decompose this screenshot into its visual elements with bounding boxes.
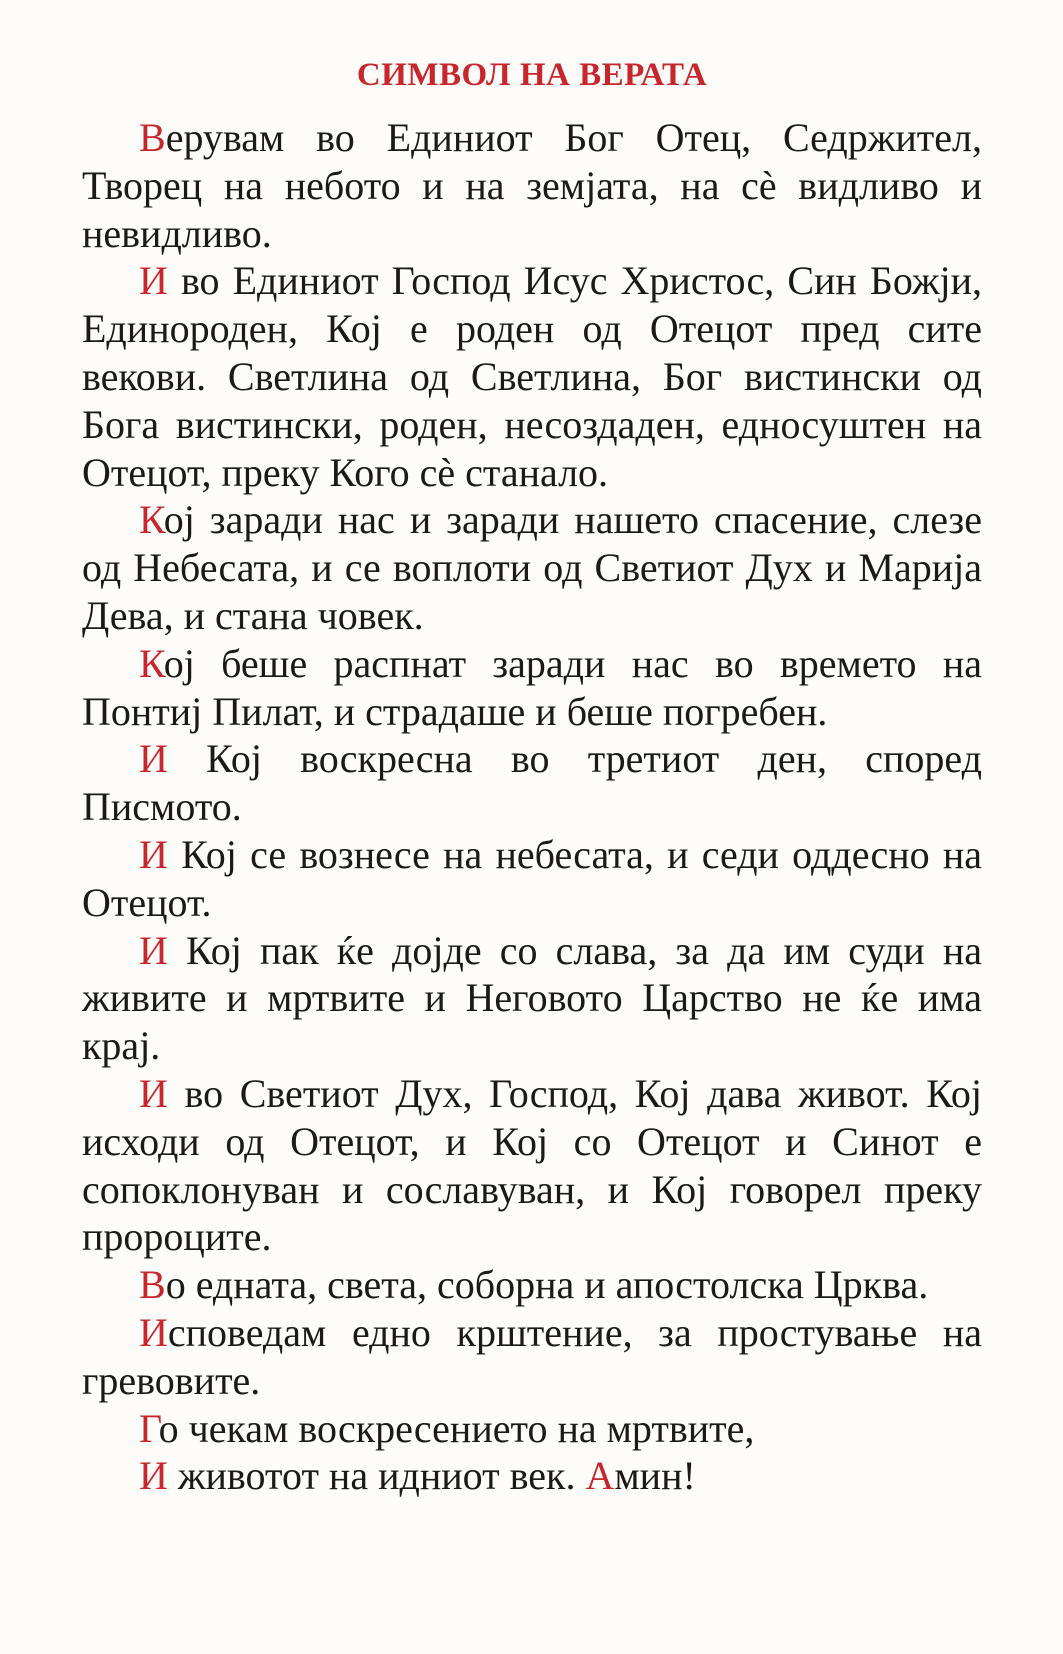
- paragraph-8: [82, 1070, 982, 1261]
- paragraph-3: [82, 496, 982, 639]
- paragraph-text: ој заради нас и заради нашето спасение, слезе од Небесата, и се воплоти од Светиот Дух и Марија Дева, и стана човек.: [82, 497, 982, 638]
- paragraph-11: [82, 1405, 982, 1453]
- amen-rest: мин!: [614, 1453, 696, 1499]
- red-initial: И: [139, 1070, 168, 1116]
- red-initial: К: [139, 640, 164, 686]
- paragraph-6: [82, 831, 982, 927]
- red-initial: И: [139, 1453, 168, 1499]
- paragraph-text: о едната, света, соборна и апостолска Црква.: [165, 1262, 929, 1308]
- page-title: СИМВОЛ НА ВЕРАТА: [356, 57, 708, 93]
- red-initial: В: [139, 115, 166, 160]
- paragraph-text: Кој пак ќе дојде со слава, за да им суди на живите и мртвите и Неговото Царство не ќе има крај.: [82, 927, 982, 1069]
- red-initial: И: [139, 258, 168, 304]
- paragraph-text: животот на идниот век.: [167, 1453, 586, 1499]
- amen-initial: А: [585, 1453, 615, 1499]
- paragraph-text: Кој воскресна во третиот ден, според Писмото.: [82, 736, 982, 830]
- paragraph-text: во Единиот Господ Исус Христос, Син Божји, Единороден, Кој е роден од Отецот пред сите векови. Светлина од Светлина, Бог вистински од Бога вистински, роден, несоздаден, едносуштен на Отецот, преку Кого сè станало.: [82, 258, 982, 495]
- paragraph-text: во Светиот Дух, Господ, Кој дава живот. Кој исходи од Отецот, и Кој со Отецот и Синот е сопоклонуван и сославуван, и Кој говорел преку пророците.: [82, 1070, 982, 1260]
- red-initial: И: [139, 927, 168, 973]
- paragraph-10: [82, 1309, 982, 1405]
- red-initial: И: [139, 1309, 168, 1355]
- paragraph-4: [82, 640, 982, 736]
- paragraph-2: [82, 257, 982, 496]
- red-initial: И: [139, 736, 168, 782]
- red-initial: В: [139, 1262, 166, 1308]
- paragraph-text: ерувам во Единиот Бог Отец, Седржител, Творец на небото и на земјата, на сè видливо и невидливо.: [82, 115, 982, 256]
- paragraph-5: [82, 735, 982, 831]
- paragraph-text: ој беше распнат заради нас во времето на Понтиј Пилат, и страдаше и беше погребен.: [82, 640, 982, 734]
- paragraph-final: [82, 1452, 982, 1500]
- paragraph-9: [82, 1261, 982, 1309]
- paragraph-1: [82, 114, 982, 257]
- document-page: [82, 50, 982, 1500]
- paragraph-text: Кој се вознесе на небесата, и седи оддесно на Отецот.: [82, 831, 982, 925]
- paragraph-7: [82, 927, 982, 1070]
- creed-text: [82, 114, 982, 1500]
- red-initial: И: [139, 831, 168, 877]
- paragraph-text: о чекам воскресението на мртвите,: [158, 1405, 755, 1451]
- red-initial: Г: [139, 1405, 159, 1451]
- paragraph-text: споведам едно крштение, за простување на гревовите.: [82, 1309, 982, 1403]
- red-initial: К: [139, 497, 164, 543]
